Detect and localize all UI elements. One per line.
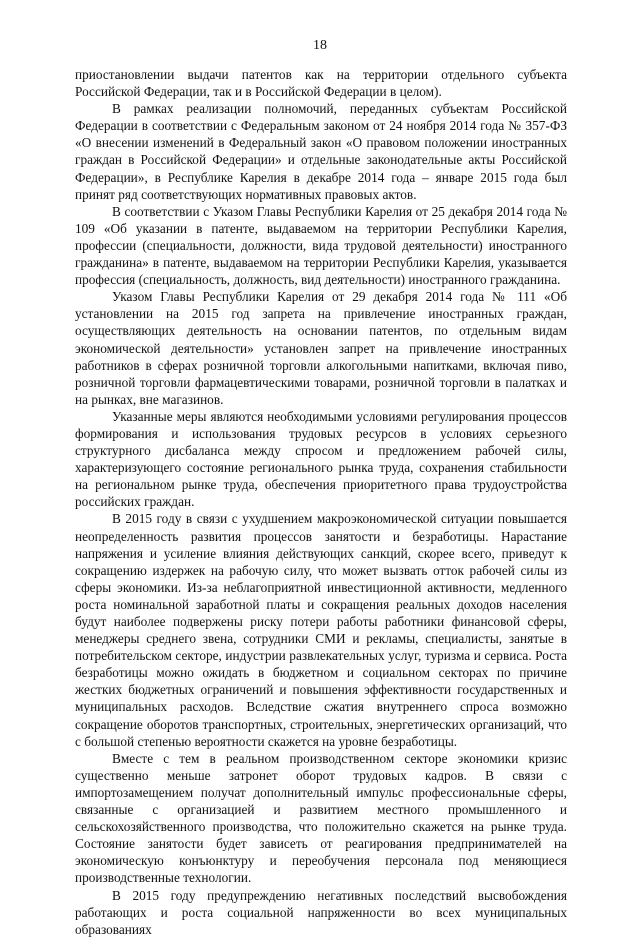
body-text (75, 66, 567, 938)
paragraph-2015-prevention: В 2015 году предупреждению негативных последствий высвобождения работающих и роста социальной напряженности во всех муниципальных образованиях (75, 887, 567, 937)
paragraph-continuation: приостановлении выдачи патентов как на территории отдельного субъекта Российской Федерации, так и в Российской Федерации в целом). (75, 67, 567, 100)
paragraph-measures: Указанные меры являются необходимыми условиями регулирования процессов формирования и использования трудовых ресурсов в условиях серьезного структурного дисбаланса между спросом и предложением рабочей силы, характеризующего состояние регионального рынка труда, сохранения стабильности на региональном рынке труда, обеспечения приоритетного права трудоустройства российских граждан. (75, 408, 567, 510)
page-number: 18 (313, 38, 327, 53)
paragraph-decree-111: Указом Главы Республики Карелия от 29 декабря 2014 года № 111 «Об установлении на 2015 год запрета на привлечение иностранных граждан, осуществляющих деятельность на основании патентов, по отдельным видам экономической деятельности» установлен запрет на привлечение иностранных работников в сферах розничной торговли алкогольными напитками, включая пиво, розничной торговли фармацевтическими товарами, розничной торговли в палатках и на рынках, вне магазинов. (75, 289, 567, 407)
paragraph-decree-109: В соответствии с Указом Главы Республики Карелия от 25 декабря 2014 года № 109 «Об указании в патенте, выдаваемом на территории Республики Карелия, профессии (специальности, должности, вида трудовой деятельности) иностранного гражданина» в патенте, выдаваемом на территории Республики Карелия, указывается профессия (специальность, должность, вид деятельности) иностранного гражданина. (75, 203, 567, 288)
paragraph-federal-law: В рамках реализации полномочий, переданных субъектам Российской Федерации в соответствии с Федеральным законом от 24 ноября 2014 года № 357-ФЗ «О внесении изменений в Федеральный закон «О правовом положении иностранных граждан в Российской Федерации» и отдельные законодательные акты Российской Федерации», в Республике Карелия в декабре 2014 года – январе 2015 года был принят ряд соответствующих нормативных правовых актов. (75, 101, 567, 202)
paragraph-real-sector: Вместе с тем в реальном производственном секторе экономики кризис существенно меньше затронет оборот трудовых кадров. В связи с импортозамещением получат дополнительный импульс профессиональные сферы, связанные с организацией и развитием местного промышленного и сельскохозяйственного производства, что положительно скажется на рынке труда. Состояние занятости будет зависеть от реагирования предпринимателей на экономическую конъюнктуру и переобучения персонала под меняющиеся производственные технологии. (75, 750, 567, 886)
paragraph-2015-uncertainty: В 2015 году в связи с ухудшением макроэкономической ситуации повышается неопределенность развития процессов занятости и безработицы. Нарастание напряжения и усиление влияния действующих санкций, скорее всего, приведут к сокращению издержек на рабочую силу, что может вызвать отток рабочей силы из сферы экономики. Из-за неблагоприятной инвестиционной активности, медленного роста номинальной заработной платы и сокращения реальных доходов населения будут наиболее подвержены риску потери работы работники финансовой сферы, менеджеры среднего звена, сотрудники СМИ и рекламы, специалисты, занятые в потребительском секторе, индустрии развлекательных услуг, туризма и сервиса. Роста безработицы можно ожидать в бюджетном и социальном секторах по причине жестких бюджетных ограничений и повышения эффективности государственных и муниципальных расходов. Вследствие сжатия внутреннего спроса возможно сокращение оборотов транспортных, строительных, энергетических организаций, что с большой степенью вероятности скажется на уровне безработицы. (75, 511, 567, 749)
